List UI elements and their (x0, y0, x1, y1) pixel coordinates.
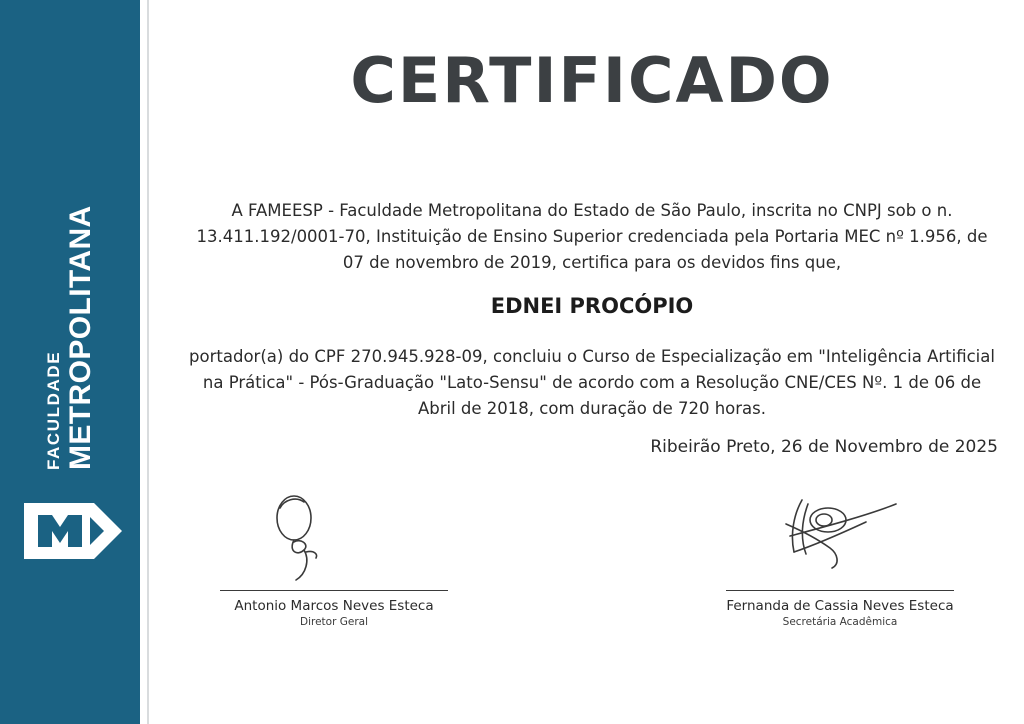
signature-name: Antonio Marcos Neves Esteca (234, 598, 434, 614)
band-divider (147, 0, 149, 724)
signature-role: Diretor Geral (299, 616, 368, 628)
signature-block-left (184, 490, 484, 630)
signature-mark-icon (184, 490, 484, 590)
signature-name: Fernanda de Cassia Neves Esteca (726, 598, 954, 614)
wordmark-faculdade: FACULDADE (44, 350, 63, 470)
place-and-date: Ribeirão Preto, 26 de Novembro de 2025 (650, 437, 998, 457)
signature-block-right (690, 490, 990, 630)
wordmark-metropolitana: METROPOLITANA (64, 205, 97, 470)
recipient-name: EDNEI PROCÓPIO (490, 294, 694, 318)
brand-wordmark (0, 0, 140, 724)
metropolitana-m-logo-icon (22, 497, 126, 565)
certificate-content (160, 0, 1024, 724)
signature-role: Secretária Acadêmica (782, 616, 898, 628)
page-title: CERTIFICADO (350, 44, 834, 117)
institution-paragraph: A FAMEESP - Faculdade Metropolitana do Estado de São Paulo, inscrita no CNPJ sob o n. 13.411.192/0001-70, Instituição de Ensino Superior credenciada pela Portaria MEC nº 1.956, de 07 de novembro de 2019, certifica para os devidos fins que, (196, 201, 988, 272)
signature-line (726, 590, 954, 591)
course-paragraph: portador(a) do CPF 270.945.928-09, concluiu o Curso de Especialização em "Inteligência Artificial na Prática" - Pós-Graduação "Lato-Sensu" de acordo com a Resolução CNE/CES Nº. 1 de 06 de Abril de 2018, com duração de 720 horas. (189, 347, 995, 418)
signature-line (220, 590, 448, 591)
signature-mark-icon (690, 490, 990, 590)
